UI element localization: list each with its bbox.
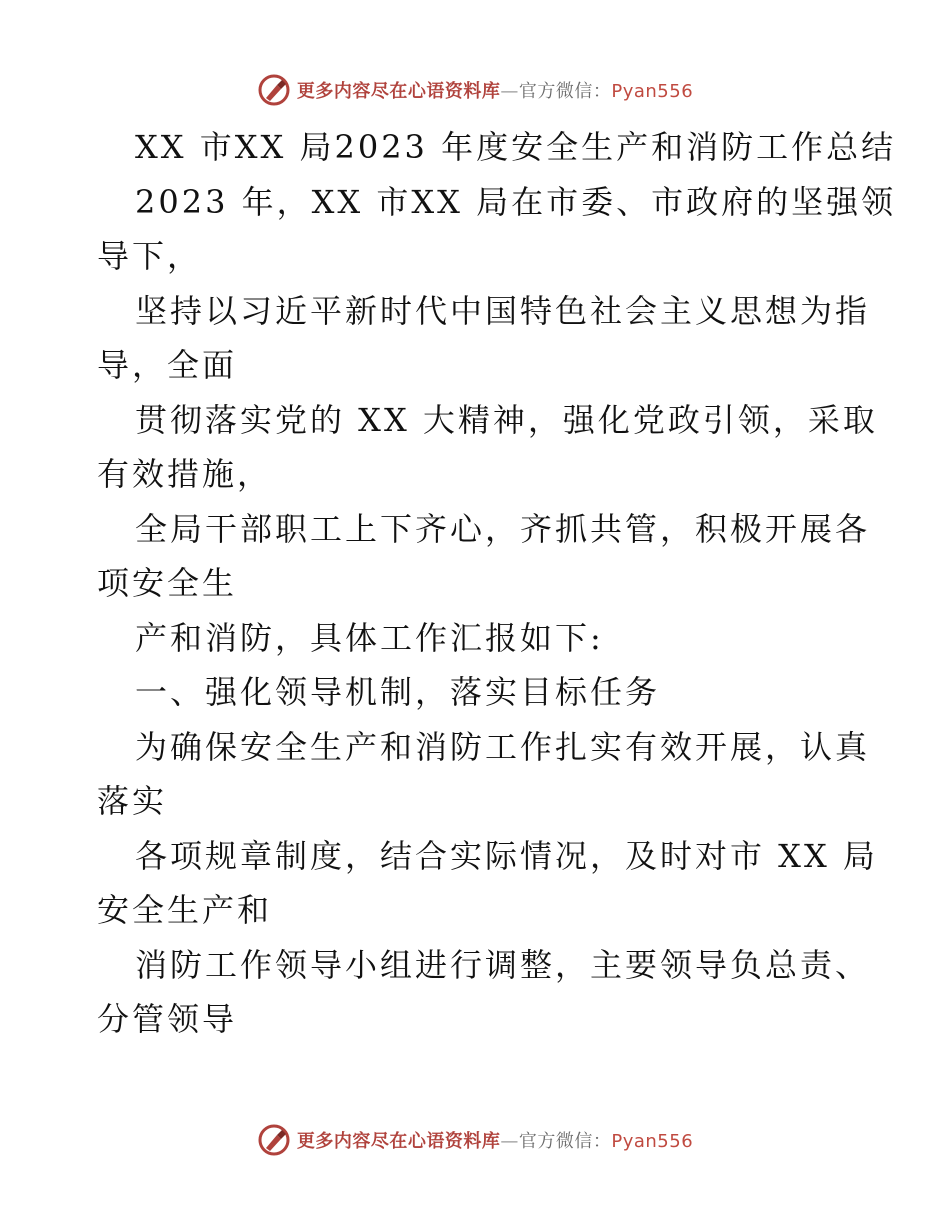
paragraph-line: 全局干部职工上下齐心，齐抓共管，积极开展各 (135, 509, 871, 548)
paragraph-line: 消防工作领导小组进行调整，主要领导负总责、 (135, 945, 871, 984)
document-body (97, 120, 897, 1047)
paragraph-line: 分管领导 (97, 1000, 238, 1038)
paragraph-line: 有效措施， (97, 455, 273, 493)
footer-watermark (0, 1120, 950, 1160)
watermark-wechat-label: 官方微信： (518, 1131, 612, 1152)
section-heading: 一、强化领导机制，落实目标任务 (135, 673, 661, 711)
watermark-separator: — (500, 1131, 519, 1152)
header-watermark (0, 70, 950, 110)
pen-nib-circle-icon (257, 1123, 291, 1157)
paragraph-line: 导，全面 (97, 346, 238, 384)
paragraph-line: 贯彻落实党的 XX 大精神，强化党政引领，采取 (135, 400, 878, 439)
watermark-text (297, 1127, 693, 1153)
paragraph-line: 为确保安全生产和消防工作扎实有效开展，认真 (135, 727, 871, 766)
watermark-separator: — (500, 81, 519, 102)
paragraph-line: 各项规章制度，结合实际情况，及时对市 XX 局 (135, 836, 878, 875)
paragraph-line: 项安全生 (97, 564, 238, 602)
pen-nib-circle-icon (257, 73, 291, 107)
watermark-brand: 更多内容尽在心语资料库 (296, 1131, 501, 1152)
paragraph-line: 产和消防，具体工作汇报如下: (135, 618, 604, 657)
paragraph-line: 落实 (97, 782, 168, 820)
paragraph-line: 导下， (97, 237, 203, 275)
paragraph-line: 2023 年，XX 市XX 局在市委、市政府的坚强领 (135, 182, 897, 221)
watermark-wechat-label: 官方微信： (518, 81, 612, 102)
paragraph-line: 坚持以习近平新时代中国特色社会主义思想为指 (135, 291, 871, 330)
document-title: XX 市XX 局2023 年度安全生产和消防工作总结 (135, 128, 897, 166)
paragraph-line: 安全生产和 (97, 891, 273, 929)
watermark-wechat-id: Pyan556 (611, 81, 694, 102)
watermark-brand: 更多内容尽在心语资料库 (296, 81, 501, 102)
watermark-wechat-id: Pyan556 (611, 1131, 694, 1152)
watermark-text (297, 77, 693, 103)
